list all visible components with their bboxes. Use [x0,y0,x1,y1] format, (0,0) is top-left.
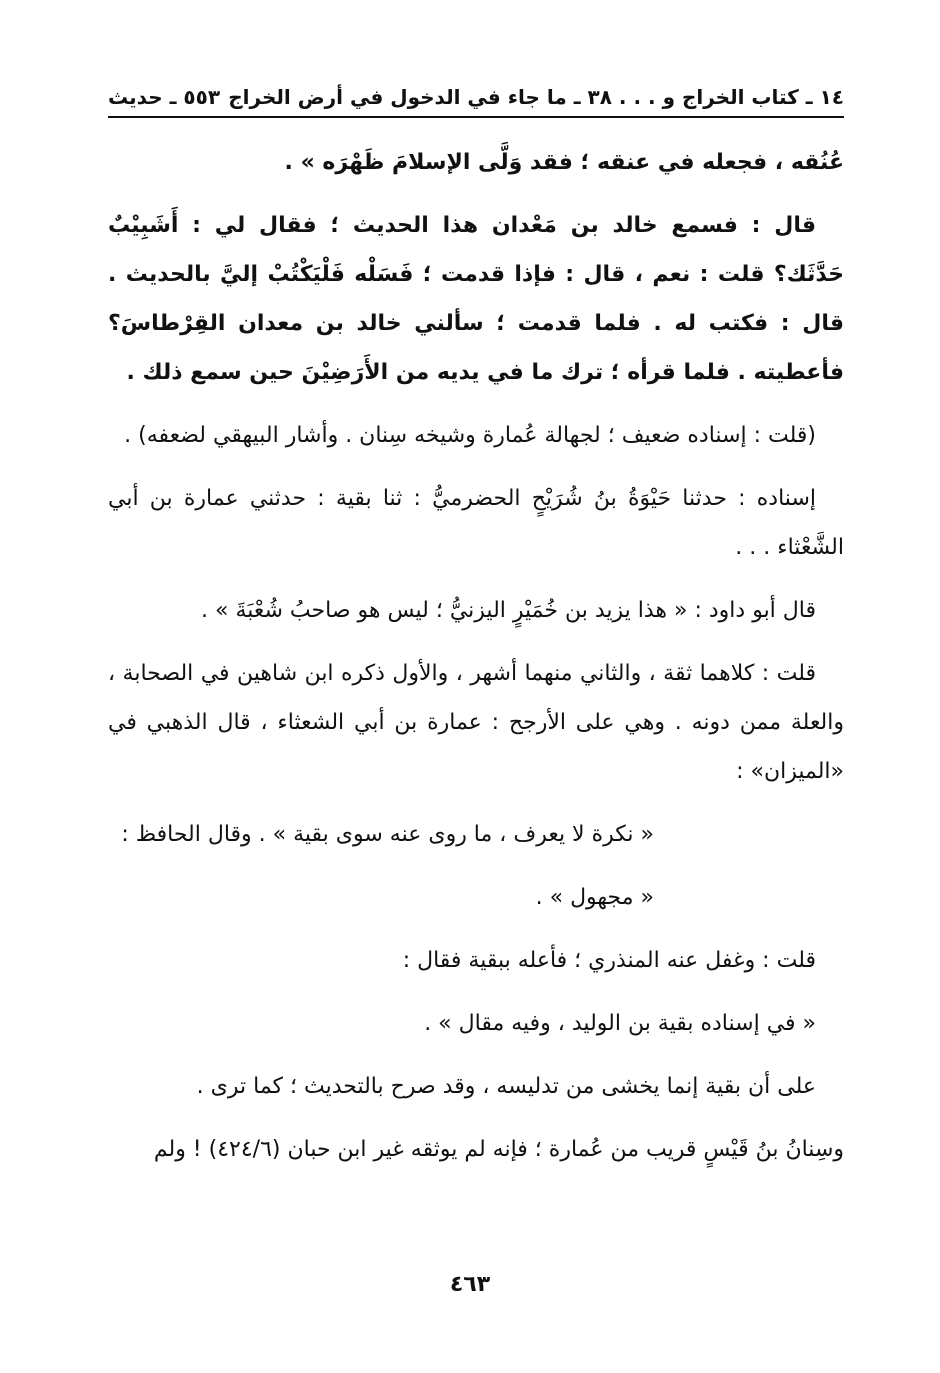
running-header [108,70,844,110]
quote-hafiz: « مجهول » . [535,885,654,910]
body-text [108,138,844,1174]
document-page [108,70,844,1373]
paragraph-sinan: وسِنانُ بنُ قَيْسٍ قريب من عُمارة ؛ فإنه لم يوثقه غير ابن حبان (٤٢٤/٦) ! ولم [153,1137,844,1162]
paragraph-isnad: إسناده : حدثنا حَيْوَةُ بنُ شُرَيْحٍ الحضرميُّ : ثنا بقية : حدثني عمارة بن أبي الشَّعْثاء . . . [108,486,844,560]
quote-dhahabi: « نكرة لا يعرف ، ما روى عنه سوى بقية » . وقال الحافظ : [121,822,654,847]
paragraph-tadlis: على أن بقية إنما يخشى من تدليسه ، وقد صرح بالتحديث ؛ كما ترى . [196,1074,816,1099]
paragraph-narration: قال : فسمع خالد بن مَعْدان هذا الحديث ؛ فقال لي : أَشَبِيْبٌ حَدَّثَك؟ قلت : نعم ، قال : فإذا قدمت ؛ فَسَلْه فَلْيَكْتُبْ إليَّ بالحديث . قال : فكتب له . فلما قدمت ؛ سألني خالد بن معدان القِرْطاسَ؟ فأعطيته . فلما قرأه ؛ ترك ما في يديه من الأَرَضِيْنَ حين سمع ذلك . [108,213,844,385]
header-chapter-title: ١٤ ـ كتاب الخراج و . . . ٣٨ ـ ما جاء في الدخول في أرض الخراج [228,85,844,109]
header-rule [108,116,844,118]
paragraph-hadith-end: عُنُقه ، فجعله في عنقه ؛ فقد وَلَّى الإسلامَ ظَهْرَه » . [284,150,844,175]
quote-mundhiri: « في إسناده بقية بن الوليد ، وفيه مقال » . [424,1011,816,1036]
header-hadith-number: ٥٥٣ ـ حديث [108,85,221,109]
paragraph-mundhiri: قلت : وغفل عنه المنذري ؛ فأعله ببقية فقال : [402,948,816,973]
paragraph-commentary: قلت : كلاهما ثقة ، والثاني منهما أشهر ، والأول ذكره ابن شاهين في الصحابة ، والعلة ممن دونه . وهي على الأرجح : عمارة بن أبي الشعثاء ، قال الذهبي في «الميزان» : [108,661,844,784]
paragraph-grading: (قلت : إسناده ضعيف ؛ لجهالة عُمارة وشيخه سِنان . وأشار البيهقي لضعفه) . [124,423,816,448]
paragraph-abu-dawud: قال أبو داود : « هذا يزيد بن خُمَيْرٍ اليزنيُّ ؛ ليس هو صاحبُ شُعْبَةَ » . [201,598,816,623]
page-number: ٤٦٣ [449,1272,491,1297]
